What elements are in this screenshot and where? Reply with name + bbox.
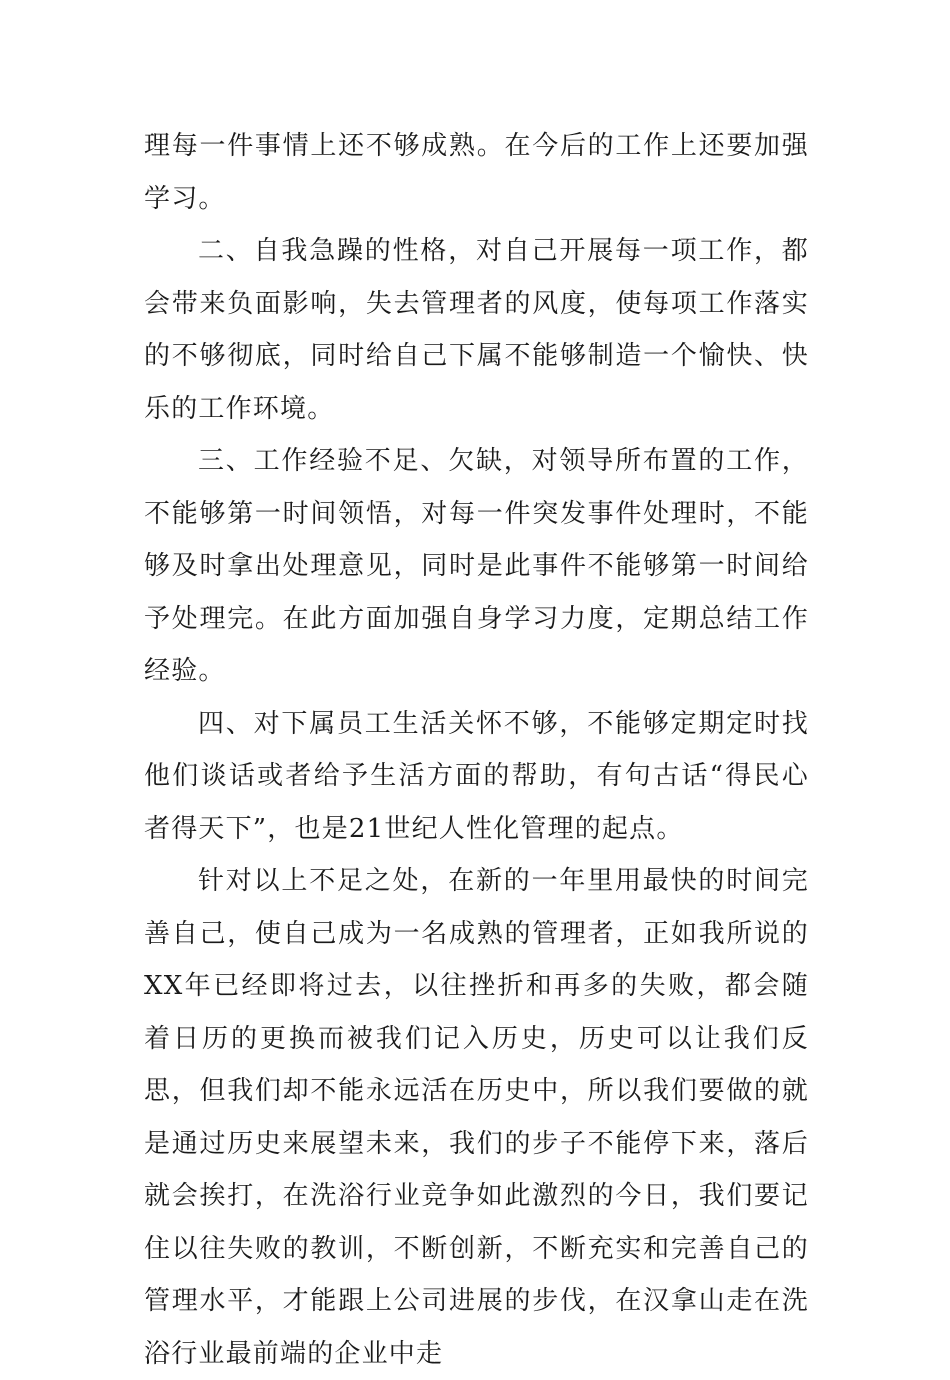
document-body [144,120,809,1380]
paragraph-point-two: 二、自我急躁的性格，对自己开展每一项工作，都会带来负面影响，失去管理者的风度，使每项工作落实的不够彻底，同时给自己下属不能够制造一个愉快、快乐的工作环境。 [144,236,809,424]
paragraph-point-four: 四、对下属员工生活关怀不够，不能够定期定时找他们谈话或者给予生活方面的帮助，有句古话“得民心者得天下”，也是21世纪人性化管理的起点。 [144,708,809,844]
paragraph-continuation: 理每一件事情上还不够成熟。在今后的工作上还要加强学习。 [144,131,809,214]
paragraph-summary: 针对以上不足之处，在新的一年里用最快的时间完善自己，使自己成为一名成熟的管理者，正如我所说的XX年已经即将过去，以往挫折和再多的失败，都会随着日历的更换而被我们记入历史，历史可以让我们反思，但我们却不能永远活在历史中，所以我们要做的就是通过历史来展望未来，我们的步子不能停下来，落后就会挨打，在洗浴行业竞争如此激烈的今日，我们要记住以往失败的教训，不断创新，不断充实和完善自己的管理水平，才能跟上公司进展的步伐，在汉拿山走在洗浴行业最前端的企业中走 [144,866,809,1369]
paragraph-point-three: 三、工作经验不足、欠缺，对领导所布置的工作，不能够第一时间领悟，对每一件突发事件处理时，不能够及时拿出处理意见，同时是此事件不能够第一时间给予处理完。在此方面加强自身学习力度，定期总结工作经验。 [144,446,809,686]
